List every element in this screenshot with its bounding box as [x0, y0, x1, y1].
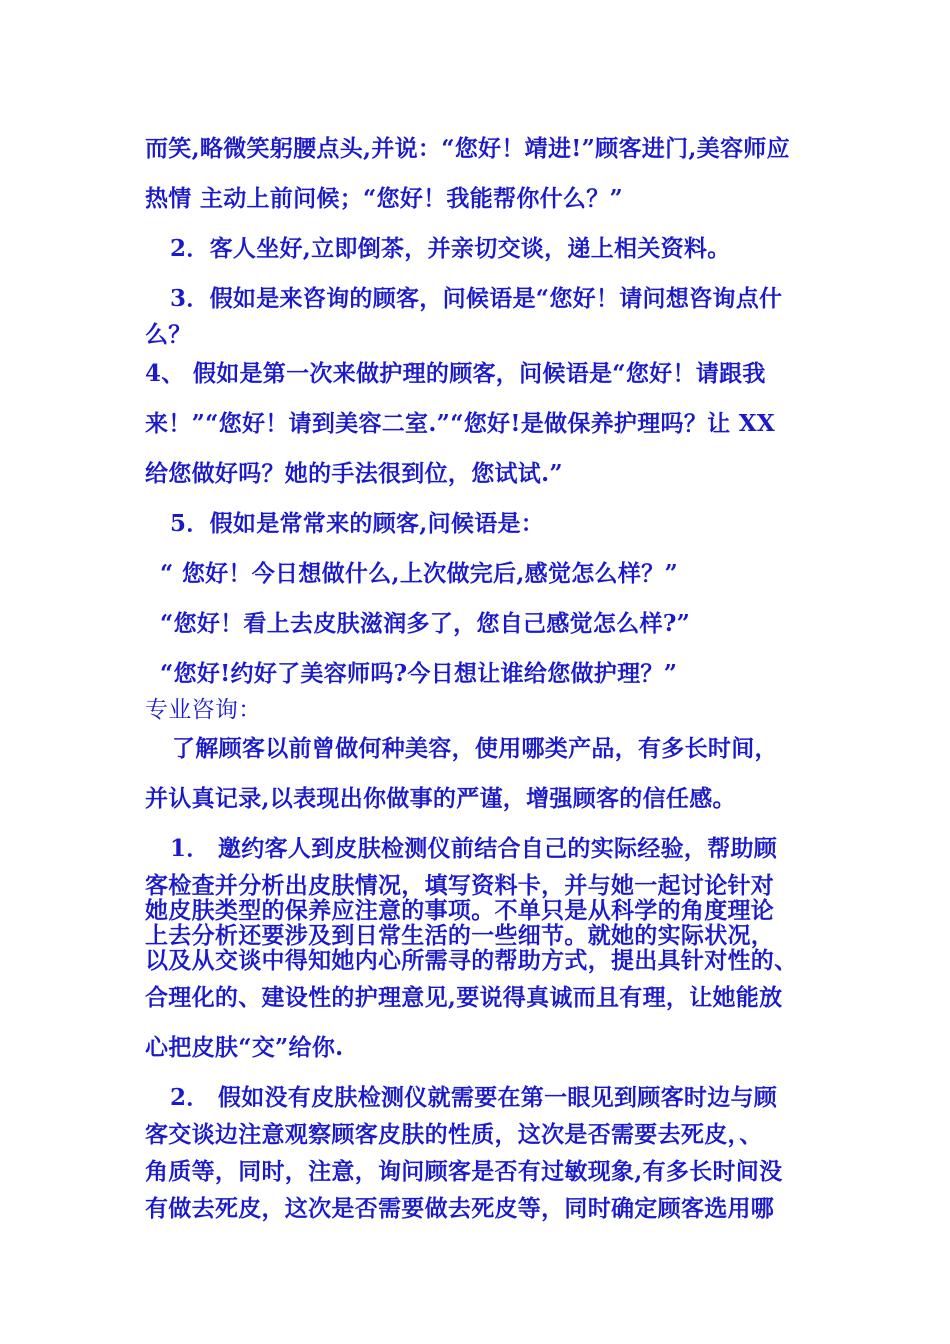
text-line: 以及从交谈中得知她内心所需寻的帮助方式，提出具针对性的、 [145, 947, 798, 974]
text-line: 1． 邀约客人到皮肤检测仪前结合自己的实际经验，帮助顾 [170, 835, 778, 862]
text-line: 合理化的、建设性的护理意见,要说得真诚而且有理，让她能放 [145, 984, 783, 1011]
text-line: 客检查并分析出皮肤情况，填写资料卡，并与她一起讨论针对 [145, 872, 775, 899]
text-line: “ 您好！今日想做什么,上次做完后,感觉怎么样？” [160, 560, 678, 587]
text-line: 4、 假如是第一次来做护理的顾客，问候语是“您好！请跟我 [145, 360, 766, 387]
text-line: 有做去死皮，这次是否需要做去死皮等，同时确定顾客选用哪 [145, 1195, 775, 1222]
text-line: 5．假如是常常来的顾客,问候语是： [170, 510, 545, 537]
text-line: 而笑,略微笑躬腰点头,并说：“您好！靖进!”顾客进门,美容师应 [145, 135, 790, 162]
text-line: 了解顾客以前曾做何种美容，使用哪类产品，有多长时间， [172, 735, 778, 762]
text-line: 2． 假如没有皮肤检测仪就需要在第一眼见到顾客时边与顾 [170, 1084, 778, 1111]
text-line: 2．客人坐好,立即倒茶，并亲切交谈，递上相关资料。 [170, 235, 731, 262]
text-line: 角质等，同时，注意，询问顾客是否有过敏现象,有多长时间没 [145, 1158, 783, 1185]
text-line: 热情 主动上前问候；“您好！我能帮你什么？” [145, 185, 624, 212]
text-line: 上去分析还要涉及到日常生活的一些细节。就她的实际状况， [145, 922, 775, 949]
text-line: 她皮肤类型的保养应注意的事项。不单只是从科学的角度理论 [145, 897, 775, 924]
text-line: 来！”“您好！请到美容二室.”“您好!是做保养护理吗？让 XX [145, 410, 776, 437]
section-heading: 专业咨询： [145, 697, 262, 723]
text-line: 3．假如是来咨询的顾客，问候语是“您好！请问想咨询点什 [170, 285, 783, 312]
text-line: 客交谈边注意观察顾客皮肤的性质，这次是否需要去死皮，、 [145, 1121, 763, 1148]
text-line: 么？ [145, 321, 192, 348]
text-line: 心把皮肤“交”给你. [145, 1034, 344, 1061]
text-line: “您好!约好了美容师吗?今日想让谁给您做护理？” [160, 660, 678, 687]
text-line: 并认真记录,以表现出你做事的严谨，增强顾客的信任感。 [145, 785, 736, 812]
text-line: 给您做好吗？她的手法很到位，您试试.” [145, 460, 563, 487]
text-line: “您好！看上去皮肤滋润多了，您自己感觉怎么样?” [160, 610, 691, 637]
